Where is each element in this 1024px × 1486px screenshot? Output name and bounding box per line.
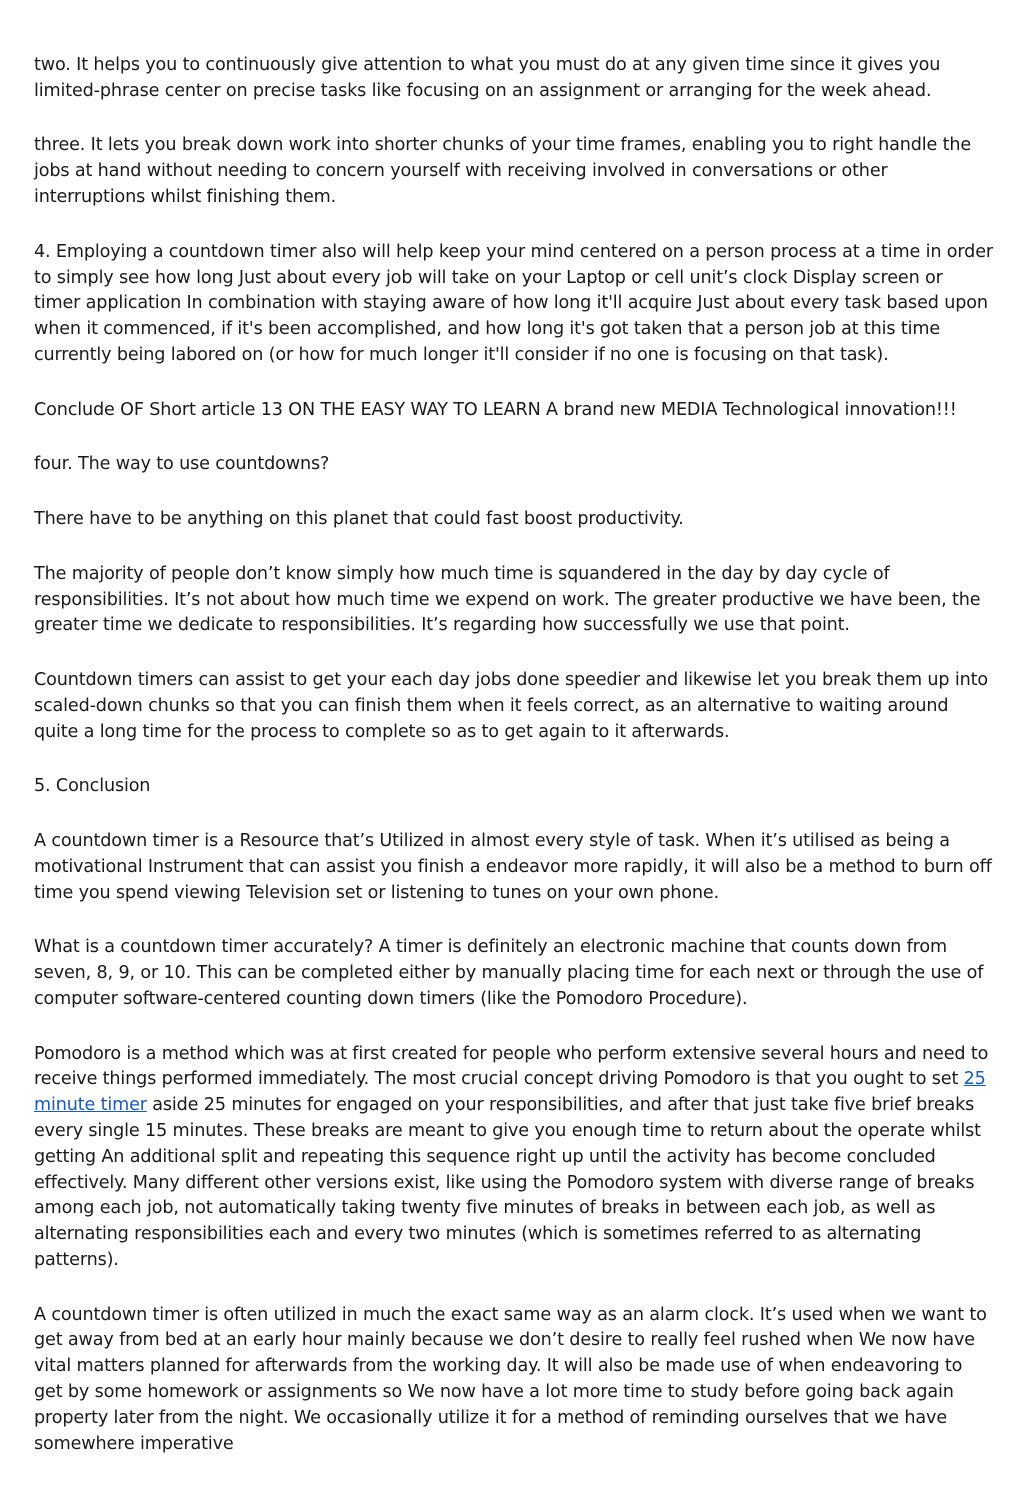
paragraph-pomodoro [34,1042,994,1274]
paragraph-alarm-clock: A countdown timer is often utilized in much the exact same way as an alarm clock. It’s used when we want to get away from bed at an early hour mainly because we don’t desire to really feel rushed when We now have vital matters planned for afterwards from the working day. It will also be made use of when endeavoring to get by some homework or assignments so We now have a lot more time to study before going back again property later from the night. We occasionally utilize it for a method of reminding ourselves that we have somewhere imperative [34,1304,987,1454]
document-body [34,53,994,1486]
heading-how-to-use-countdowns: four. The way to use countdowns? [34,454,330,475]
pomodoro-text-after: aside 25 minutes for engaged on your responsibilities, and after that just take five brief breaks every single 15 minutes. These breaks are meant to give you enough time to return about the operate whilst getting An additional split and repeating this sequence right up until the activity has become concluded effectively. Many different other versions exist, like using the Pomodoro system with diverse range of breaks among each job, not automatically taking twenty five minutes of breaks in between each job, as well as alternating responsibilities each and every two minutes (which is sometimes referred to as alternating patterns). [34,1095,981,1270]
paragraph-countdown-timers-assist: Countdown timers can assist to get your each day jobs done speedier and likewise let you break them up into scaled-down chunks so that you can finish them when it feels correct, as an alternative to waiting around quite a long time for the process to complete so as to get again to it afterwards. [34,669,988,742]
paragraph-four: 4. Employing a countdown timer also will help keep your mind centered on a person process at a time in order to simply see how long Just about every job will take on your Laptop or cell unit’s clock Display screen or timer application In combination with staying aware of how long it'll acquire Just about every task based upon when it commenced, if it's been accomplished, and how long it's got taken that a person job at this time currently being labored on (or how for much longer it'll consider if no one is focusing on that task). [34,241,993,365]
paragraph-three: three. It lets you break down work into shorter chunks of your time frames, enabling you to right handle the jobs at hand without needing to concern yourself with receiving involved in conversations or other interruptions whilst finishing them. [34,135,972,208]
paragraph-boost-productivity: There have to be anything on this planet that could fast boost productivity. [34,509,684,530]
paragraph-what-is-timer: What is a countdown timer accurately? A timer is definitely an electronic machine that counts down from seven, 8, 9, or 10. This can be completed either by manually placing time for each next or through the use of computer software-centered counting down timers (like the Pomodoro Procedure). [34,937,984,1009]
paragraph-two: two. It helps you to continuously give attention to what you must do at any given time since it gives you limited-phrase center on precise tasks like focusing on an assignment or arranging for the week ahead. [34,55,941,101]
paragraph-conclude-article: Conclude OF Short article 13 ON THE EASY WAY TO LEARN A brand new MEDIA Technological innovation!!! [34,399,957,420]
pomodoro-text-before: Pomodoro is a method which was at first created for people who perform extensive several hours and need to receive things performed immediately. The most crucial concept driving Pomodoro is that you ought to set [34,1043,989,1090]
link-25-minute-timer[interactable]: 25 minute timer [34,1069,986,1116]
paragraph-countdown-resource: A countdown timer is a Resource that’s Utilized in almost every style of task. When it’s utilised as being a motivational Instrument that can assist you finish a endeavor more rapidly, it will also be a method to burn off time you spend viewing Television set or listening to tunes on your own phone. [34,830,992,903]
heading-conclusion: 5. Conclusion [34,776,151,797]
paragraph-time-squandered: The majority of people don’t know simply how much time is squandered in the day by day cycle of responsibilities. It’s not about how much time we expend on work. The greater productive we have been, the greater time we dedicate to responsibilities. It’s regarding how successfully we use that point. [34,563,981,636]
